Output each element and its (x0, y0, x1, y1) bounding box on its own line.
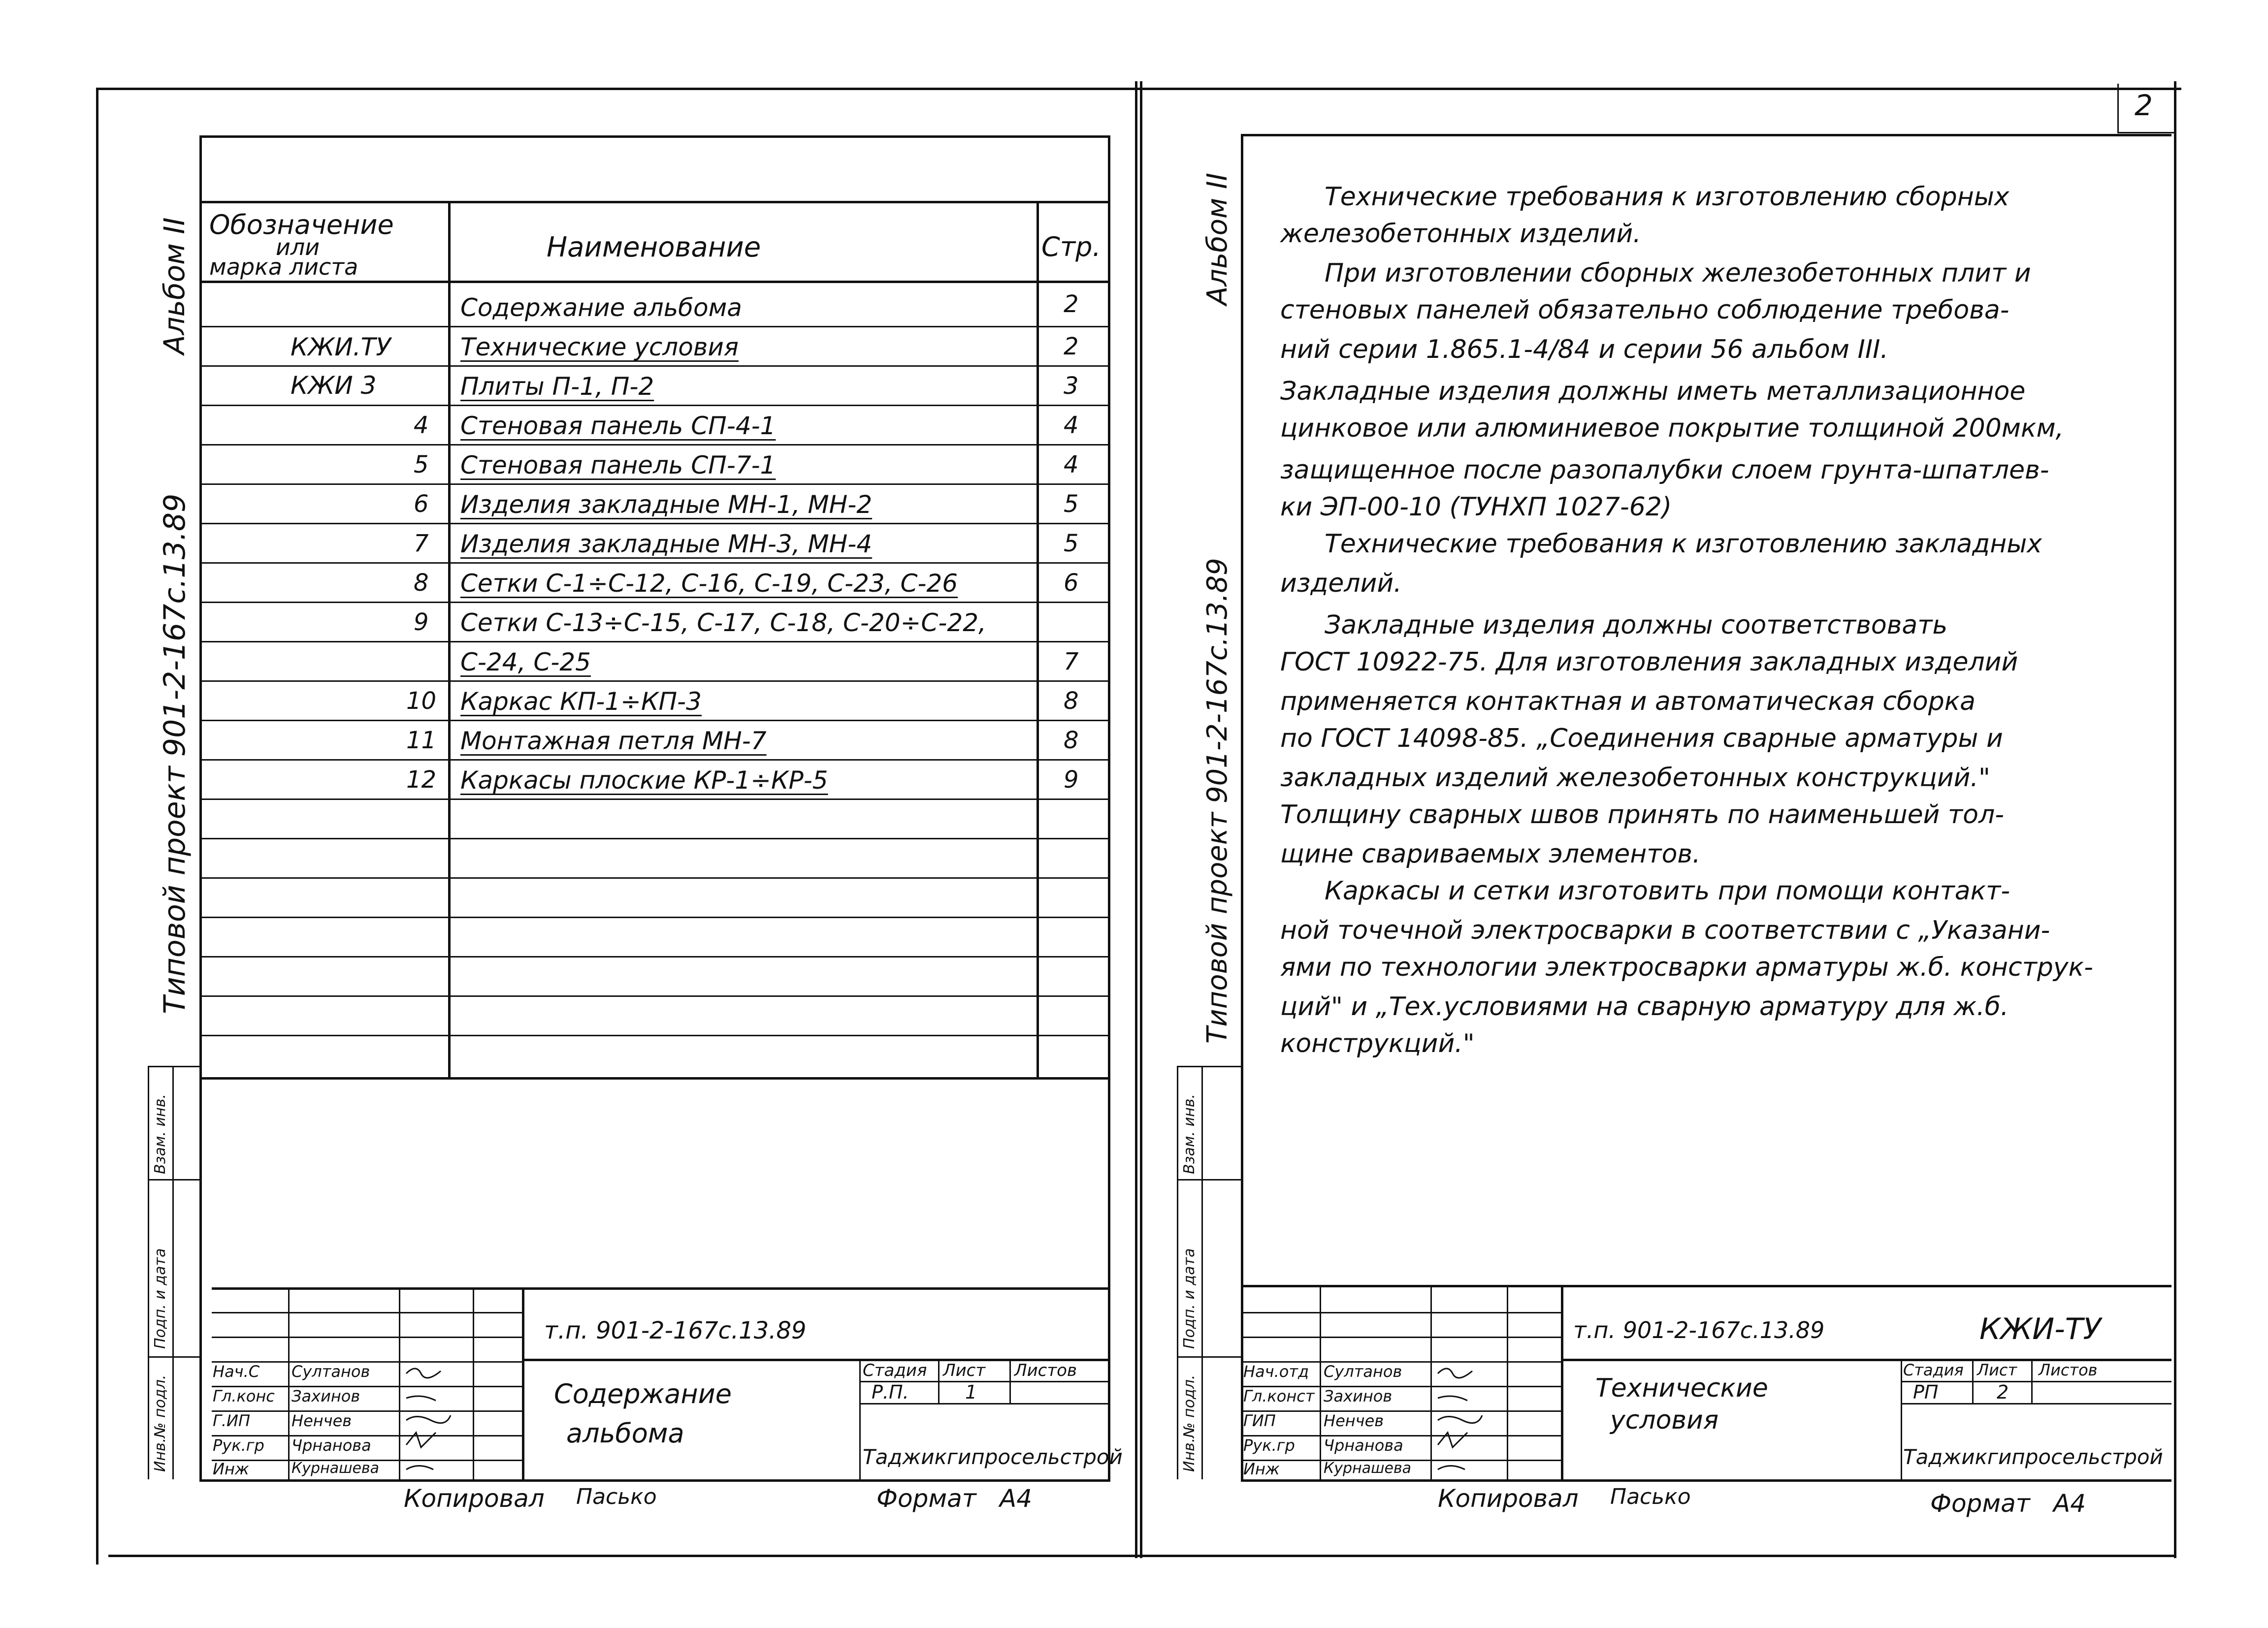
side-stamp-replace: Взам. инв. (1181, 1094, 1198, 1174)
text-line: конструкций." (1280, 1029, 1475, 1058)
sheet-divider-right (1140, 81, 1142, 1558)
text-line: стеновых панелей обязательно соблюдение требова- (1280, 295, 2009, 325)
tb-v (1430, 1285, 1432, 1479)
row-line (199, 877, 1110, 879)
stamp-sheets-label: Листов (2039, 1361, 2098, 1379)
left-inner-left (199, 135, 202, 1482)
row-page: 4 (1064, 412, 1079, 439)
text-line: защищенное после разопалубки слоем грунта-шпатлев- (1280, 455, 2049, 485)
stamp-title-2: альбома (566, 1418, 684, 1449)
stamp-name: Ненчев (292, 1411, 352, 1430)
stamp-sheets-label: Листов (1014, 1361, 1077, 1380)
row-mark: КЖИ 3 (291, 371, 377, 400)
side-stamp-line (148, 1066, 149, 1479)
table-header-top (199, 201, 1110, 203)
text-line: применяется контактная и автоматическая сборка (1280, 687, 1976, 716)
outer-right-border (2174, 81, 2176, 1558)
right-inner-bottom (1241, 1479, 2171, 1482)
left-inner-right (1108, 135, 1110, 1482)
tb-top (1241, 1285, 2171, 1287)
row-line (199, 562, 1110, 564)
stamp-role: Рук.гр (1243, 1436, 1295, 1455)
row-name: Стеновая панель СП-7-1 (460, 451, 776, 479)
stamp-sheet-label: Лист (943, 1361, 986, 1380)
sheet-divider-left (1135, 81, 1137, 1558)
stamp-name: Захинов (1324, 1387, 1393, 1405)
tb-top (212, 1287, 1110, 1290)
side-stamp-sign: Подп. и дата (152, 1248, 169, 1349)
text-line: ями по технологии электросварки арматуры ж.б. конструк- (1280, 953, 2093, 982)
header-designation-2: или (276, 234, 320, 260)
tb-v (1009, 1359, 1011, 1403)
stamp-sheet: 2 (1997, 1381, 2009, 1403)
stamp-role: Рук.гр (213, 1436, 264, 1455)
row-line (199, 720, 1110, 721)
tb-v (2031, 1359, 2033, 1403)
footer-format: А4 (1000, 1484, 1033, 1513)
side-stamp-line (172, 1066, 174, 1479)
stamp-stage-label: Стадия (1903, 1361, 1964, 1379)
row-mark: 11 (406, 727, 437, 754)
row-mark: 8 (414, 569, 429, 597)
text-line: железобетонных изделий. (1280, 219, 1641, 249)
header-name: Наименование (547, 231, 761, 263)
row-page: 5 (1064, 490, 1079, 518)
row-line (199, 523, 1110, 524)
side-stamp-line (148, 1066, 199, 1067)
tb-v (288, 1287, 290, 1479)
page-number: 2 (2135, 89, 2153, 122)
right-inner-top (1241, 134, 2171, 136)
text-line: Толщину сварных швов принять по наименьшей тол- (1280, 800, 2004, 830)
stamp-role: Нач.С (213, 1362, 260, 1381)
footer-format-label: Формат (876, 1484, 976, 1513)
side-stamp-line (1177, 1066, 1241, 1067)
tb-row (1241, 1410, 1561, 1412)
stamp-sheet-label: Лист (1977, 1361, 2017, 1379)
table-bottom (199, 1077, 1110, 1080)
stamp-name: Султанов (292, 1362, 370, 1381)
signature-marks (1433, 1359, 1504, 1477)
tb-row (212, 1312, 522, 1313)
stamp-name: Султанов (1324, 1362, 1402, 1381)
row-line (199, 917, 1110, 918)
stamp-role: ГИП (1243, 1411, 1276, 1430)
row-name: Сетки С-1÷С-12, С-16, С-19, С-23, С-26 (460, 569, 958, 598)
tb-row (1901, 1381, 2171, 1382)
row-line (199, 995, 1110, 997)
stamp-name: Чрнанова (292, 1436, 371, 1455)
row-name: С-24, С-25 (460, 648, 591, 676)
text-line: по ГОСТ 14098-85. „Соединения сварные арматуры и (1280, 724, 2003, 753)
side-stamp-line (1177, 1356, 1241, 1358)
page-number-box-bottom (2117, 132, 2174, 133)
header-designation-1: Обозначение (209, 209, 394, 240)
row-name: Изделия закладные МН-1, МН-2 (460, 490, 873, 519)
row-name: Содержание альбома (460, 293, 742, 322)
row-line (199, 641, 1110, 642)
left-album-label: Альбом II (158, 217, 191, 354)
outer-top-border (96, 88, 2181, 90)
stamp-stage-label: Стадия (863, 1361, 927, 1380)
row-line (199, 405, 1110, 406)
stamp-role: Гл.конс (213, 1387, 275, 1405)
tb-v (1320, 1285, 1321, 1479)
text-line: ки ЭП-00-10 (ТУНХП 1027-62) (1280, 492, 1672, 522)
tb-row (1901, 1403, 2171, 1405)
row-name: Плиты П-1, П-2 (460, 372, 654, 401)
tb-row (1241, 1337, 1561, 1338)
footer-copied-label: Копировал (404, 1484, 545, 1513)
row-mark: 10 (406, 687, 437, 715)
row-page: 8 (1064, 727, 1079, 754)
row-page: 4 (1064, 451, 1079, 479)
text-line: Закладные изделия должны иметь металлизационное (1280, 377, 2026, 406)
row-line (199, 798, 1110, 800)
side-stamp-inv: Инв.№ подл. (1181, 1374, 1198, 1472)
tb-row (212, 1337, 522, 1338)
row-line (199, 326, 1110, 327)
stamp-role: Нач.отд (1243, 1362, 1309, 1381)
row-line (199, 444, 1110, 446)
row-page: 8 (1064, 687, 1079, 715)
text-line: ной точечной электросварки в соответствии с „Указани- (1280, 916, 2050, 945)
row-mark: 9 (414, 608, 429, 636)
row-page: 6 (1064, 569, 1079, 597)
stamp-role: Г.ИП (213, 1411, 250, 1430)
tb-v (1507, 1285, 1508, 1479)
tb-v (938, 1359, 940, 1403)
row-mark: 5 (414, 451, 429, 479)
stamp-org: Таджикгипросельстрой (863, 1445, 1123, 1469)
stamp-sheet: 1 (965, 1381, 977, 1403)
stamp-name: Курнашева (292, 1460, 380, 1477)
text-line: ний серии 1.865.1-4/84 и серии 56 альбом III. (1280, 335, 1889, 364)
text-line: Каркасы и сетки изготовить при помощи контакт- (1325, 876, 2010, 906)
text-line: Технические требования к изготовлению сборных (1325, 182, 2009, 212)
footer-copied-label: Копировал (1438, 1484, 1579, 1513)
tb-v (1901, 1359, 1902, 1479)
table-col-divider-1 (448, 201, 451, 1077)
row-line (199, 483, 1110, 485)
row-name: Изделия закладные МН-3, МН-4 (460, 530, 873, 558)
side-stamp-line (148, 1356, 199, 1358)
header-designation-3: марка листа (209, 254, 358, 280)
row-name: Каркас КП-1÷КП-3 (460, 687, 702, 716)
row-page: 9 (1064, 766, 1079, 794)
text-line: щине свариваемых элементов. (1280, 839, 1701, 869)
stamp-mark: КЖИ-ТУ (1979, 1312, 2101, 1346)
row-mark: 7 (414, 530, 429, 557)
right-inner-left (1241, 134, 1243, 1480)
stamp-org: Таджикгипросельстрой (1903, 1445, 2163, 1469)
tb-row (1241, 1312, 1561, 1313)
tb-row (212, 1410, 522, 1412)
row-name: Каркасы плоские КР-1÷КР-5 (460, 766, 828, 795)
stamp-name: Чрнанова (1324, 1436, 1403, 1455)
footer-copied-by: Пасько (576, 1484, 657, 1509)
tb-v (399, 1287, 400, 1479)
row-line (199, 956, 1110, 958)
tb-v (473, 1287, 474, 1479)
left-inner-bottom (199, 1479, 1110, 1482)
text-line: При изготовлении сборных железобетонных плит и (1325, 258, 2031, 288)
stamp-role: Гл.конст (1243, 1387, 1315, 1405)
left-inner-top (199, 135, 1110, 138)
row-name: Монтажная петля МН-7 (460, 727, 767, 755)
stamp-title-2: условия (1610, 1405, 1719, 1435)
stamp-code: т.п. 901-2-167с.13.89 (1573, 1317, 1825, 1343)
stamp-role: Инж (1243, 1460, 1280, 1478)
tb-v (1561, 1285, 1563, 1479)
row-page: 3 (1064, 372, 1079, 400)
row-name: Стеновая панель СП-4-1 (460, 412, 776, 440)
stamp-title-1: Технические (1595, 1373, 1768, 1403)
text-line: Закладные изделия должны соответствовать (1325, 610, 1948, 640)
text-line: ций" и „Тех.условиями на сварную арматуру для ж.б. (1280, 992, 2009, 1021)
text-line: изделий. (1280, 569, 1402, 598)
text-line: Технические требования к изготовлению закладных (1325, 529, 2042, 559)
tb-v (859, 1359, 861, 1479)
right-album-label: Альбом II (1201, 173, 1233, 305)
text-line: закладных изделий железобетонных конструкций." (1280, 763, 1990, 793)
side-stamp-line (148, 1179, 199, 1181)
row-line (199, 838, 1110, 839)
row-name: Технические условия (460, 333, 739, 361)
row-mark: 6 (414, 490, 429, 518)
outer-left-border (96, 88, 98, 1564)
row-line (199, 759, 1110, 761)
outer-bottom-border (108, 1555, 2176, 1557)
row-line (199, 1035, 1110, 1036)
footer-copied-by: Пасько (1610, 1484, 1691, 1509)
side-stamp-line (1177, 1179, 1241, 1181)
header-page: Стр. (1041, 231, 1101, 262)
row-page: 2 (1064, 333, 1079, 360)
signature-marks (401, 1359, 470, 1477)
row-mark: 12 (406, 766, 437, 794)
row-name: Сетки С-13÷С-15, С-17, С-18, С-20÷С-22, (460, 608, 986, 637)
side-stamp-line (1177, 1066, 1178, 1479)
right-project-label: Типовой проект 901-2-167с.13.89 (1201, 558, 1233, 1044)
stamp-stage: Р.П. (872, 1381, 909, 1403)
side-stamp-line (1201, 1066, 1203, 1479)
row-mark: 4 (414, 412, 429, 439)
stamp-role: Инж (213, 1460, 249, 1478)
row-line (199, 602, 1110, 603)
stamp-title-1: Содержание (554, 1378, 732, 1409)
footer-format: А4 (2053, 1489, 2086, 1518)
page-number-box-left (2117, 84, 2119, 133)
text-line: цинковое или алюминиевое покрытие толщиной 200мкм, (1280, 414, 2064, 443)
stamp-code: т.п. 901-2-167с.13.89 (544, 1317, 807, 1344)
row-page: 5 (1064, 530, 1079, 557)
footer-format-label: Формат (1930, 1489, 2030, 1518)
table-header-bottom (199, 281, 1110, 283)
side-stamp-sign: Подп. и дата (1181, 1248, 1198, 1349)
stamp-name: Курнашева (1324, 1460, 1412, 1477)
tb-v (522, 1287, 524, 1479)
row-page: 7 (1064, 648, 1079, 675)
row-line (199, 365, 1110, 367)
stamp-name: Ненчев (1324, 1411, 1384, 1430)
tb-row (859, 1403, 1110, 1405)
tb-v (1972, 1359, 1974, 1403)
left-project-label: Типовой проект 901-2-167с.13.89 (158, 493, 192, 1014)
table-col-divider-2 (1037, 201, 1039, 1077)
row-page: 2 (1064, 290, 1079, 318)
stamp-stage: РП (1913, 1381, 1939, 1403)
row-mark: КЖИ.ТУ (291, 333, 391, 361)
text-line: ГОСТ 10922-75. Для изготовления закладных изделий (1280, 647, 2018, 677)
row-line (199, 680, 1110, 682)
stamp-name: Захинов (292, 1387, 360, 1405)
side-stamp-replace: Взам. инв. (152, 1094, 169, 1174)
side-stamp-inv: Инв.№ подл. (152, 1374, 169, 1472)
